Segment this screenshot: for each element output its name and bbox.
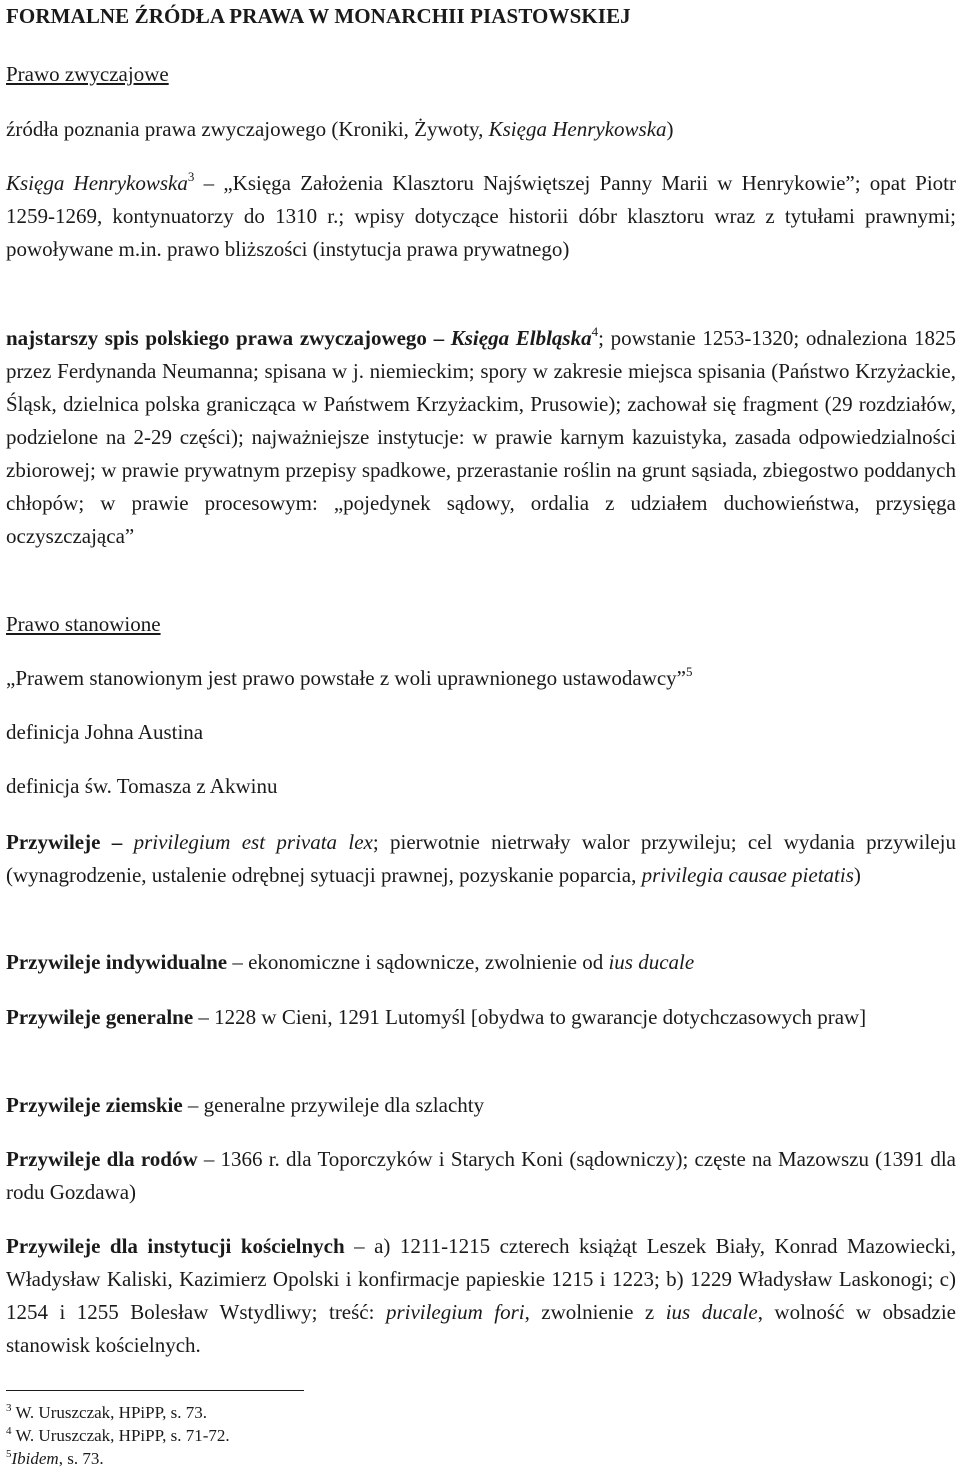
- paragraph-privileges: Przywileje – privilegium est privata lex; pierwotnie nietrwały walor przywileju; cel wydania przywileju (wynagrodzenie, ustalenie odrębnej sytuacji prawnej, pozyskanie poparcia, privilegia causae pietatis): [6, 830, 956, 887]
- footnote-separator: [6, 1390, 304, 1391]
- section-heading-statutory-law: Prawo stanowione: [6, 612, 161, 636]
- document-title: FORMALNE ŹRÓDŁA PRAWA W MONARCHII PIASTOWSKIEJ: [6, 4, 631, 28]
- paragraph-church-privileges: Przywileje dla instytucji kościelnych – a) 1211-1215 czterech książąt Leszek Biały, Konrad Mazowiecki, Władysław Kaliski, Kazimierz Opolski i konfirmacje papieskie 1215 i 1223; b) 1229 Władysław Laskonogi; c) 1254 i 1255 Bolesław Wstydliwy; treść: privilegium fori, zwolnienie z ius ducale, wolność w obsadzie stanowisk kościelnych.: [6, 1234, 956, 1357]
- definition-austin: definicja Johna Austina: [6, 720, 204, 744]
- section-heading-customary-law: Prawo zwyczajowe: [6, 62, 169, 86]
- definition-aquinas: definicja św. Tomasza z Akwinu: [6, 774, 278, 798]
- footnote-4: $^4$ W. Uruszczak, HPiPP, s. 71-72.: [6, 1425, 230, 1445]
- paragraph-individual-privileges: Przywileje indywidualne – ekonomiczne i sądownicze, zwolnienie od ius ducale: [6, 950, 695, 974]
- paragraph-sources: źródła poznania prawa zwyczajowego (Kroniki, Żywoty, Księga Henrykowska): [6, 117, 674, 141]
- paragraph-henrykow-book: Księga Henrykowska$^3$ – „Księga Założenia Klasztoru Najświętszej Panny Marii w Henrykowie”; opat Piotr 1259-1269, kontynuatorzy do 1310 r.; wpisy dotyczące historii dóbr klasztoru wraz z tytułami prawnymi; powoływane m.in. prawo bliższości (instytucja prawa prywatnego): [6, 169, 956, 261]
- paragraph-elblag-book: najstarszy spis polskiego prawa zwyczajowego – Księga Elbląska$^4$; powstanie 1253-1320; odnaleziona 1825 przez Ferdynanda Neumanna; spisana w j. niemieckim; spory w zakresie miejsca spisania (Państwo Krzyżackie, Śląsk, dzielnica polska granicząca w Państwem Krzyżackim, Prusowie); zachował się fragment (29 rozdziałów, podzielone na 2-29 części); najważniejsze instytucje: w prawie karnym kazuistyka, zasada odpowiedzialności zbiorowej; w prawie prywatnym przepisy spadkowe, przerastanie roślin na grunt sąsiada, zbiegostwo poddanych chłopów; w prawie procesowym: „pojedynek sądowy, ordalia z udziałem duchowieństwa, przysięga oczyszczająca”: [6, 324, 956, 548]
- paragraph-land-privileges: Przywileje ziemskie – generalne przywileje dla szlachty: [6, 1093, 485, 1117]
- paragraph-general-privileges: Przywileje generalne – 1228 w Cieni, 1291 Lutomyśl [obydwa to gwarancje dotychczasowych praw]: [6, 1005, 867, 1029]
- footnote-3: $^3$ W. Uruszczak, HPiPP, s. 73.: [6, 1402, 208, 1422]
- footnote-5: $^5$Ibidem, s. 73.: [6, 1448, 104, 1468]
- paragraph-clan-privileges: Przywileje dla rodów – 1366 r. dla Toporczyków i Starych Koni (sądowniczy); częste na Mazowszu (1391 dla rodu Gozdawa): [6, 1147, 956, 1204]
- quote-statutory-law: „Prawem stanowionym jest prawo powstałe z woli uprawnionego ustawodawcy”$^5$: [6, 664, 693, 690]
